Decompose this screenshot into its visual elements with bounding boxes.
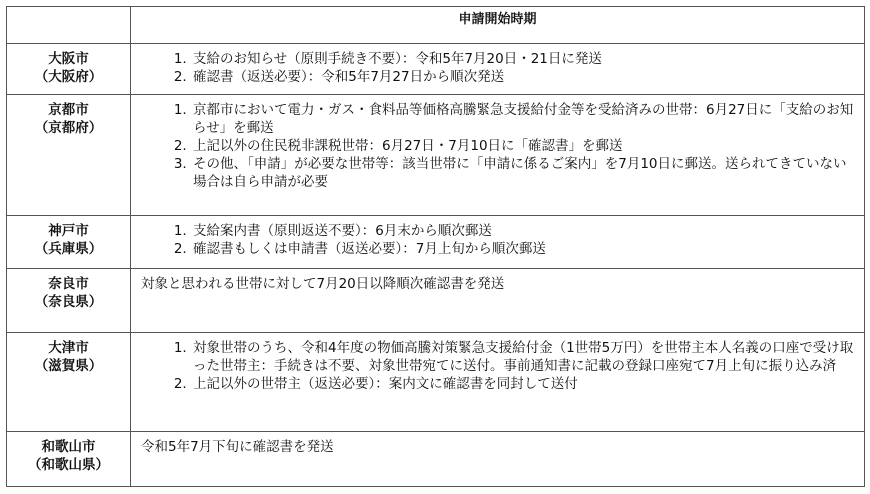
schedule-cell (131, 216, 865, 269)
list-item: 1. 支給のお知らせ（原則手続き不要）：令和5年7月20日・21日に発送 (191, 50, 856, 68)
schedule-text: 令和5年7月下旬に確認書を発送 (141, 439, 334, 455)
city-cell (7, 432, 131, 487)
table-row (7, 333, 865, 432)
schedule-list (141, 222, 856, 258)
header-cell: 申請開始時期 (131, 7, 865, 44)
city-cell (7, 269, 131, 333)
schedule-cell (131, 269, 865, 333)
city-cell (7, 333, 131, 432)
prefecture-name: （兵庫県） (34, 241, 103, 257)
schedule-cell (131, 95, 865, 216)
table-row (7, 432, 865, 487)
schedule-list (141, 101, 856, 191)
city-name: 大阪市 (48, 51, 89, 67)
city-cell (7, 216, 131, 269)
schedule-cell (131, 432, 865, 487)
city-name: 神戸市 (48, 223, 89, 239)
schedule-cell (131, 44, 865, 95)
header-blank-cell (7, 7, 131, 44)
list-item: 3. その他、「申請」が必要な世帯等：該当世帯に「申請に係るご案内」を7月10日に郵送。送られてきていない場合は自ら申請が必要 (191, 155, 856, 191)
list-item: 2. 確認書（返送必要）：令和5年7月27日から順次発送 (191, 68, 856, 86)
table-row (7, 95, 865, 216)
table-row (7, 44, 865, 95)
city-cell (7, 44, 131, 95)
list-item: 1. 支給案内書（原則返送不要）：6月末から順次郵送 (191, 222, 856, 240)
list-item: 1. 対象世帯のうち、令和4年度の物価高騰対策緊急支援給付金（1世帯5万円）を世帯主本人名義の口座で受け取った世帯主：手続きは不要、対象世帯宛てに送付。事前通知書に記載の登録口座宛て7月上旬に振り込み済 (191, 339, 856, 375)
list-item: 2. 上記以外の住民税非課税世帯：6月27日・7月10日に「確認書」を郵送 (191, 137, 856, 155)
city-cell (7, 95, 131, 216)
prefecture-name: （京都府） (34, 120, 103, 136)
city-name: 京都市 (48, 102, 89, 118)
schedule-cell (131, 333, 865, 432)
header-row (7, 7, 865, 44)
list-item: 1. 京都市において電力・ガス・食料品等価格高騰緊急支援給付金等を受給済みの世帯：6月27日に「支給のお知らせ」を郵送 (191, 101, 856, 137)
list-item: 2. 確認書もしくは申請書（返送必要）：7月上旬から順次郵送 (191, 240, 856, 258)
city-name: 奈良市 (48, 276, 89, 292)
prefecture-name: （滋賀県） (34, 358, 103, 374)
prefecture-name: （大阪府） (34, 69, 103, 85)
prefecture-name: （和歌山県） (28, 457, 109, 473)
schedule-list (141, 339, 856, 393)
list-item: 2. 上記以外の世帯主（返送必要）：案内文に確認書を同封して送付 (191, 375, 856, 393)
schedule-text: 対象と思われる世帯に対して7月20日以降順次確認書を発送 (141, 276, 505, 292)
application-schedule-table (6, 6, 865, 487)
city-name: 和歌山市 (41, 439, 96, 455)
table-row (7, 216, 865, 269)
city-name: 大津市 (48, 340, 89, 356)
schedule-list (141, 50, 856, 86)
prefecture-name: （奈良県） (34, 294, 103, 310)
table-row (7, 269, 865, 333)
